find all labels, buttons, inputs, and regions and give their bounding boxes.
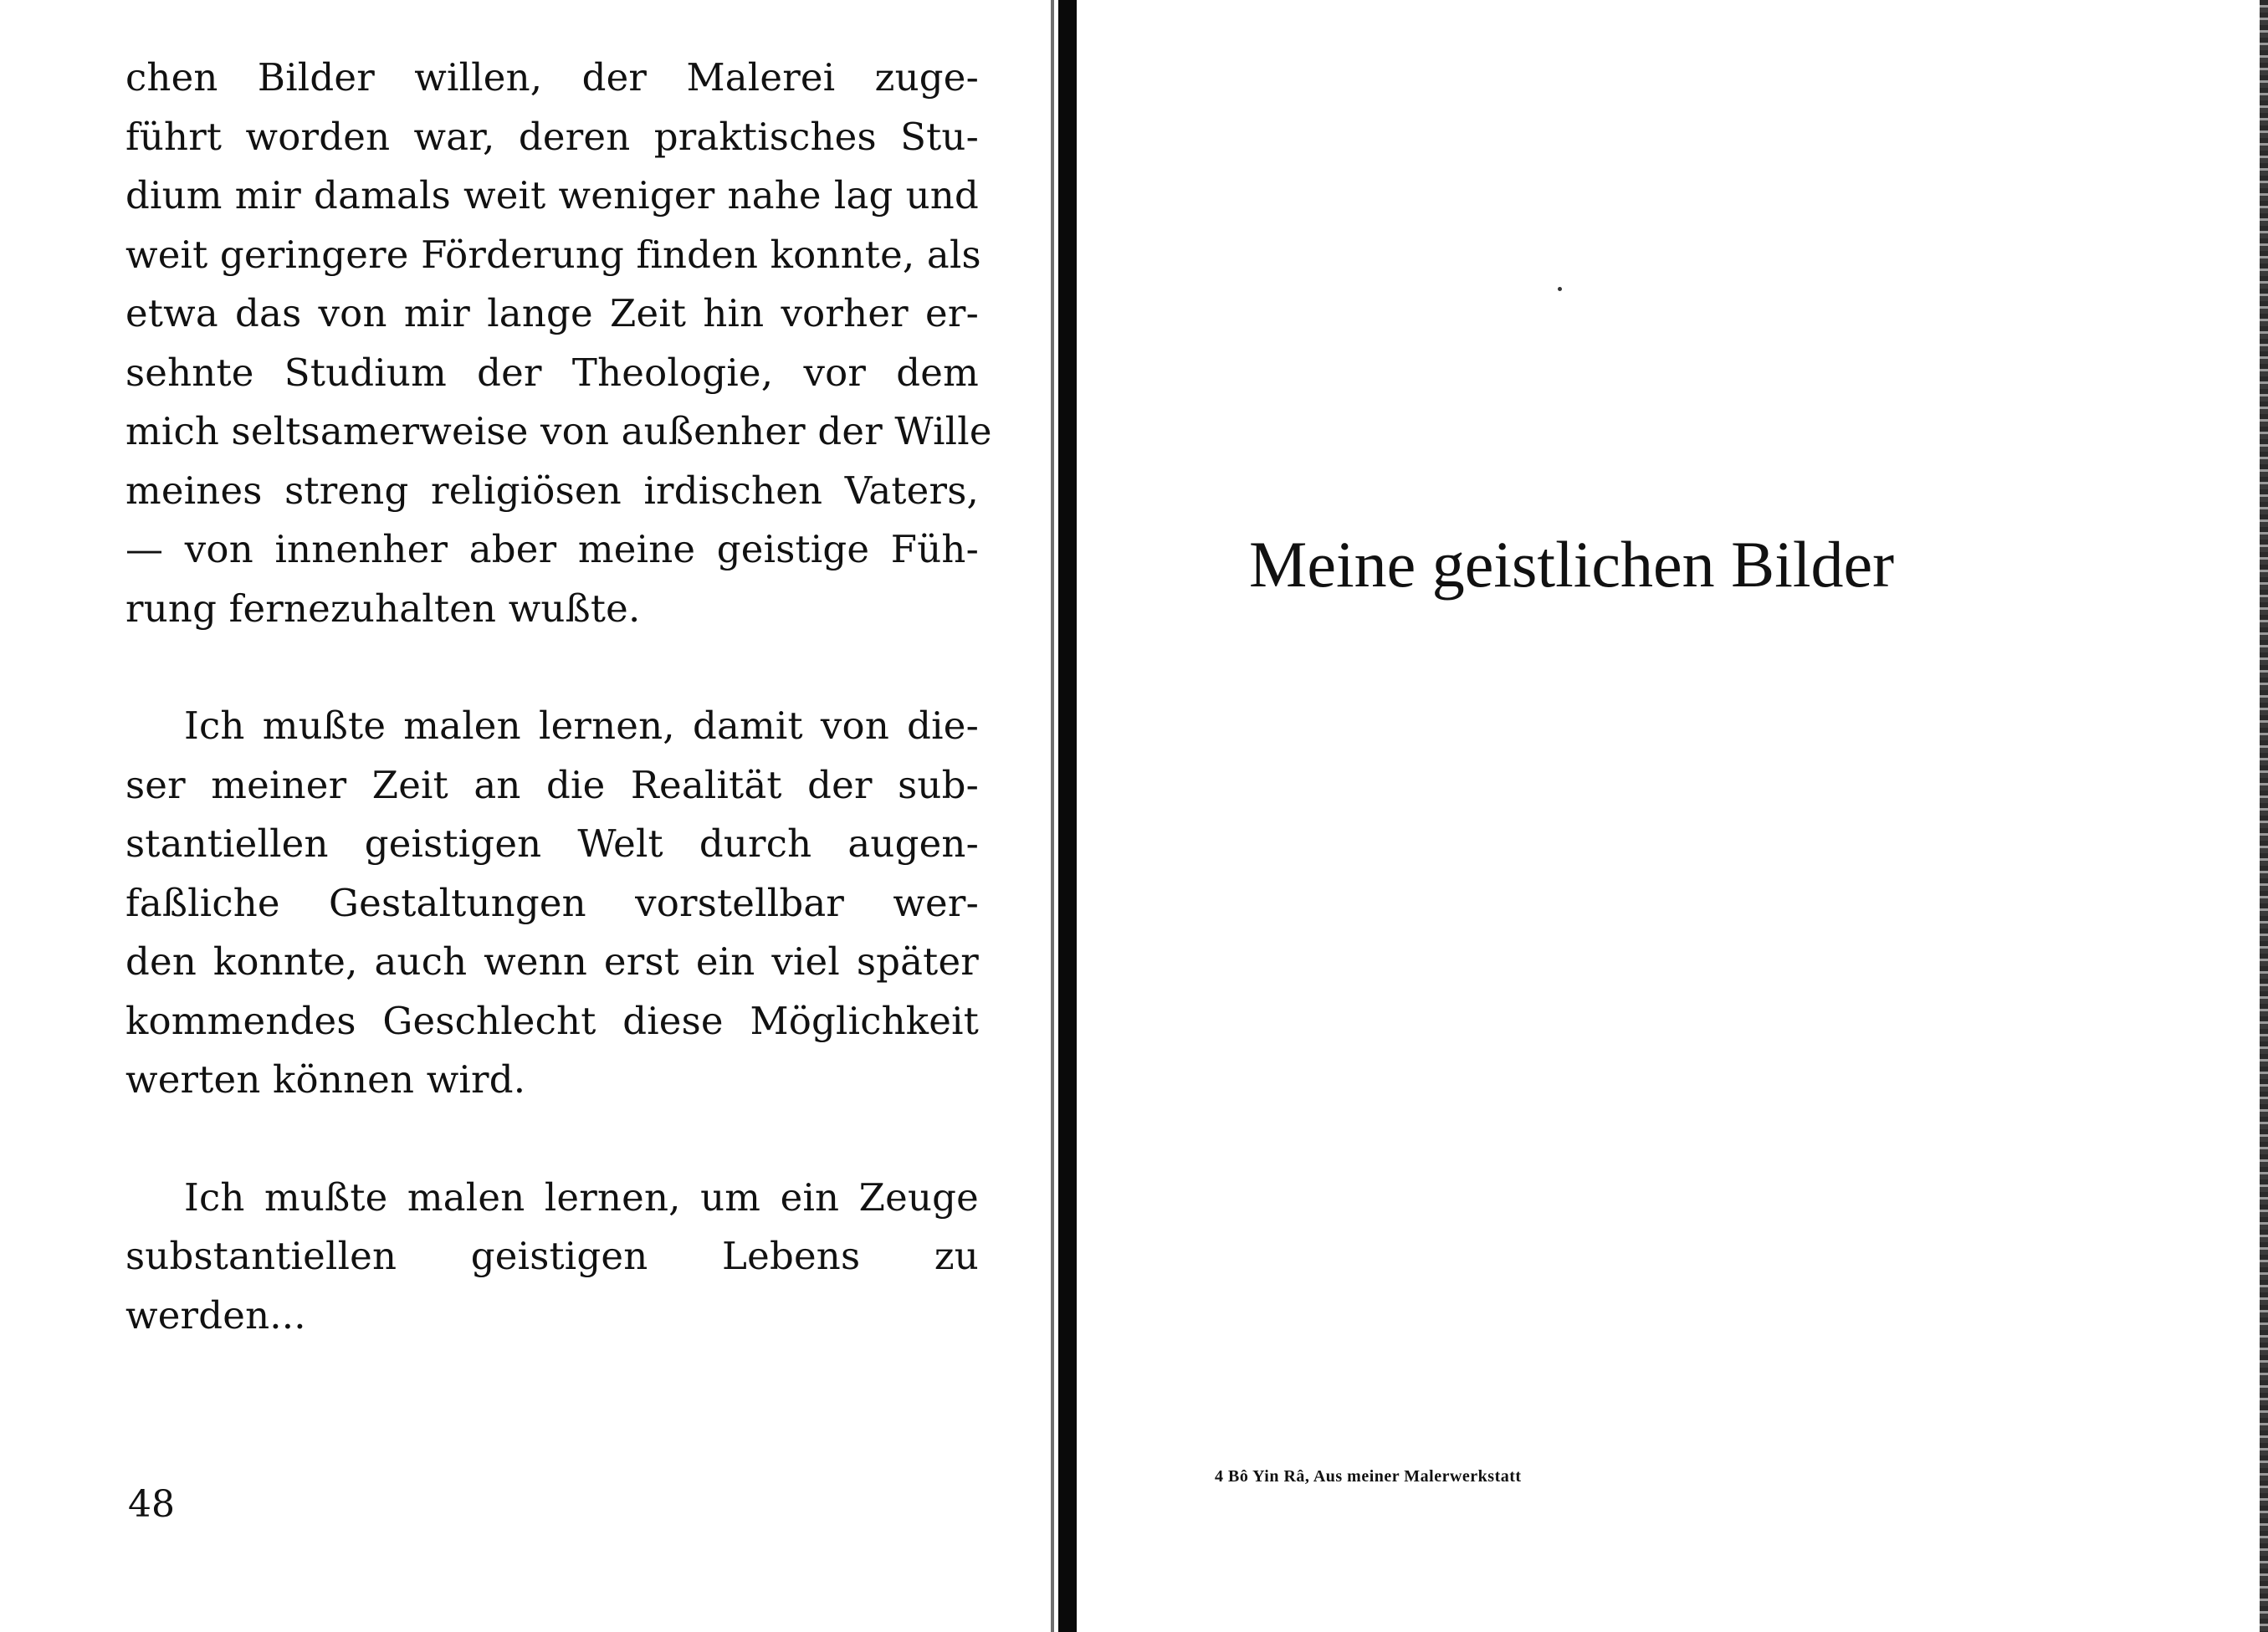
text-line: faßliche Gestaltungen vorstellbar wer- xyxy=(125,880,979,925)
text-line: führt worden war, deren praktisches Stu- xyxy=(125,114,979,159)
right-page xyxy=(1077,0,2268,1632)
text-line: substantiellen geistigen Lebens zu xyxy=(125,1234,979,1278)
text-line: weit geringere Förderung finden konnte, als xyxy=(125,232,981,277)
text-line: chen Bilder willen, der Malerei zuge- xyxy=(125,55,979,100)
book-gutter xyxy=(1058,0,1077,1632)
text-line: sehnte Studium der Theologie, vor dem xyxy=(125,350,979,395)
text-line: Ich mußte malen lernen, um ein Zeuge xyxy=(184,1174,979,1220)
footer-signature: 4 Bô Yin Râ, Aus meiner Malerwerkstatt xyxy=(1215,1467,1522,1486)
left-page xyxy=(0,0,1058,1632)
text-line: Ich mußte malen lernen, damit von die- xyxy=(184,703,979,748)
text-line: meines streng religiösen irdischen Vaters, xyxy=(125,468,979,513)
text-line: rung fernezuhalten wußte. xyxy=(125,586,641,631)
text-line: stantiellen geistigen Welt durch augen- xyxy=(125,821,979,866)
text-line: kommendes Geschlecht diese Möglichkeit xyxy=(125,998,979,1043)
text-line: werden... xyxy=(125,1292,306,1338)
text-line: dium mir damals weit weniger nahe lag und xyxy=(125,173,979,217)
paragraph-gap xyxy=(125,1110,979,1169)
gutter-shadow xyxy=(1051,0,1054,1632)
text-line: werten können wird. xyxy=(125,1057,526,1102)
page-edge xyxy=(2260,0,2268,1632)
body-text xyxy=(125,49,992,1345)
text-line: mich seltsamerweise von außenher der Wille xyxy=(125,409,992,453)
text-line: den konnte, auch wenn erst ein viel später xyxy=(125,939,979,984)
text-line: etwa das von mir lange Zeit hin vorher er- xyxy=(125,291,979,335)
print-speck xyxy=(1558,287,1562,291)
chapter-title: Meine geistlichen Bilder xyxy=(1249,528,1895,601)
text-line: — von innenher aber meine geistige Füh- xyxy=(125,527,979,571)
paragraph-gap xyxy=(125,638,979,697)
text-line: ser meiner Zeit an die Realität der sub- xyxy=(125,762,979,807)
page-number: 48 xyxy=(128,1483,175,1526)
